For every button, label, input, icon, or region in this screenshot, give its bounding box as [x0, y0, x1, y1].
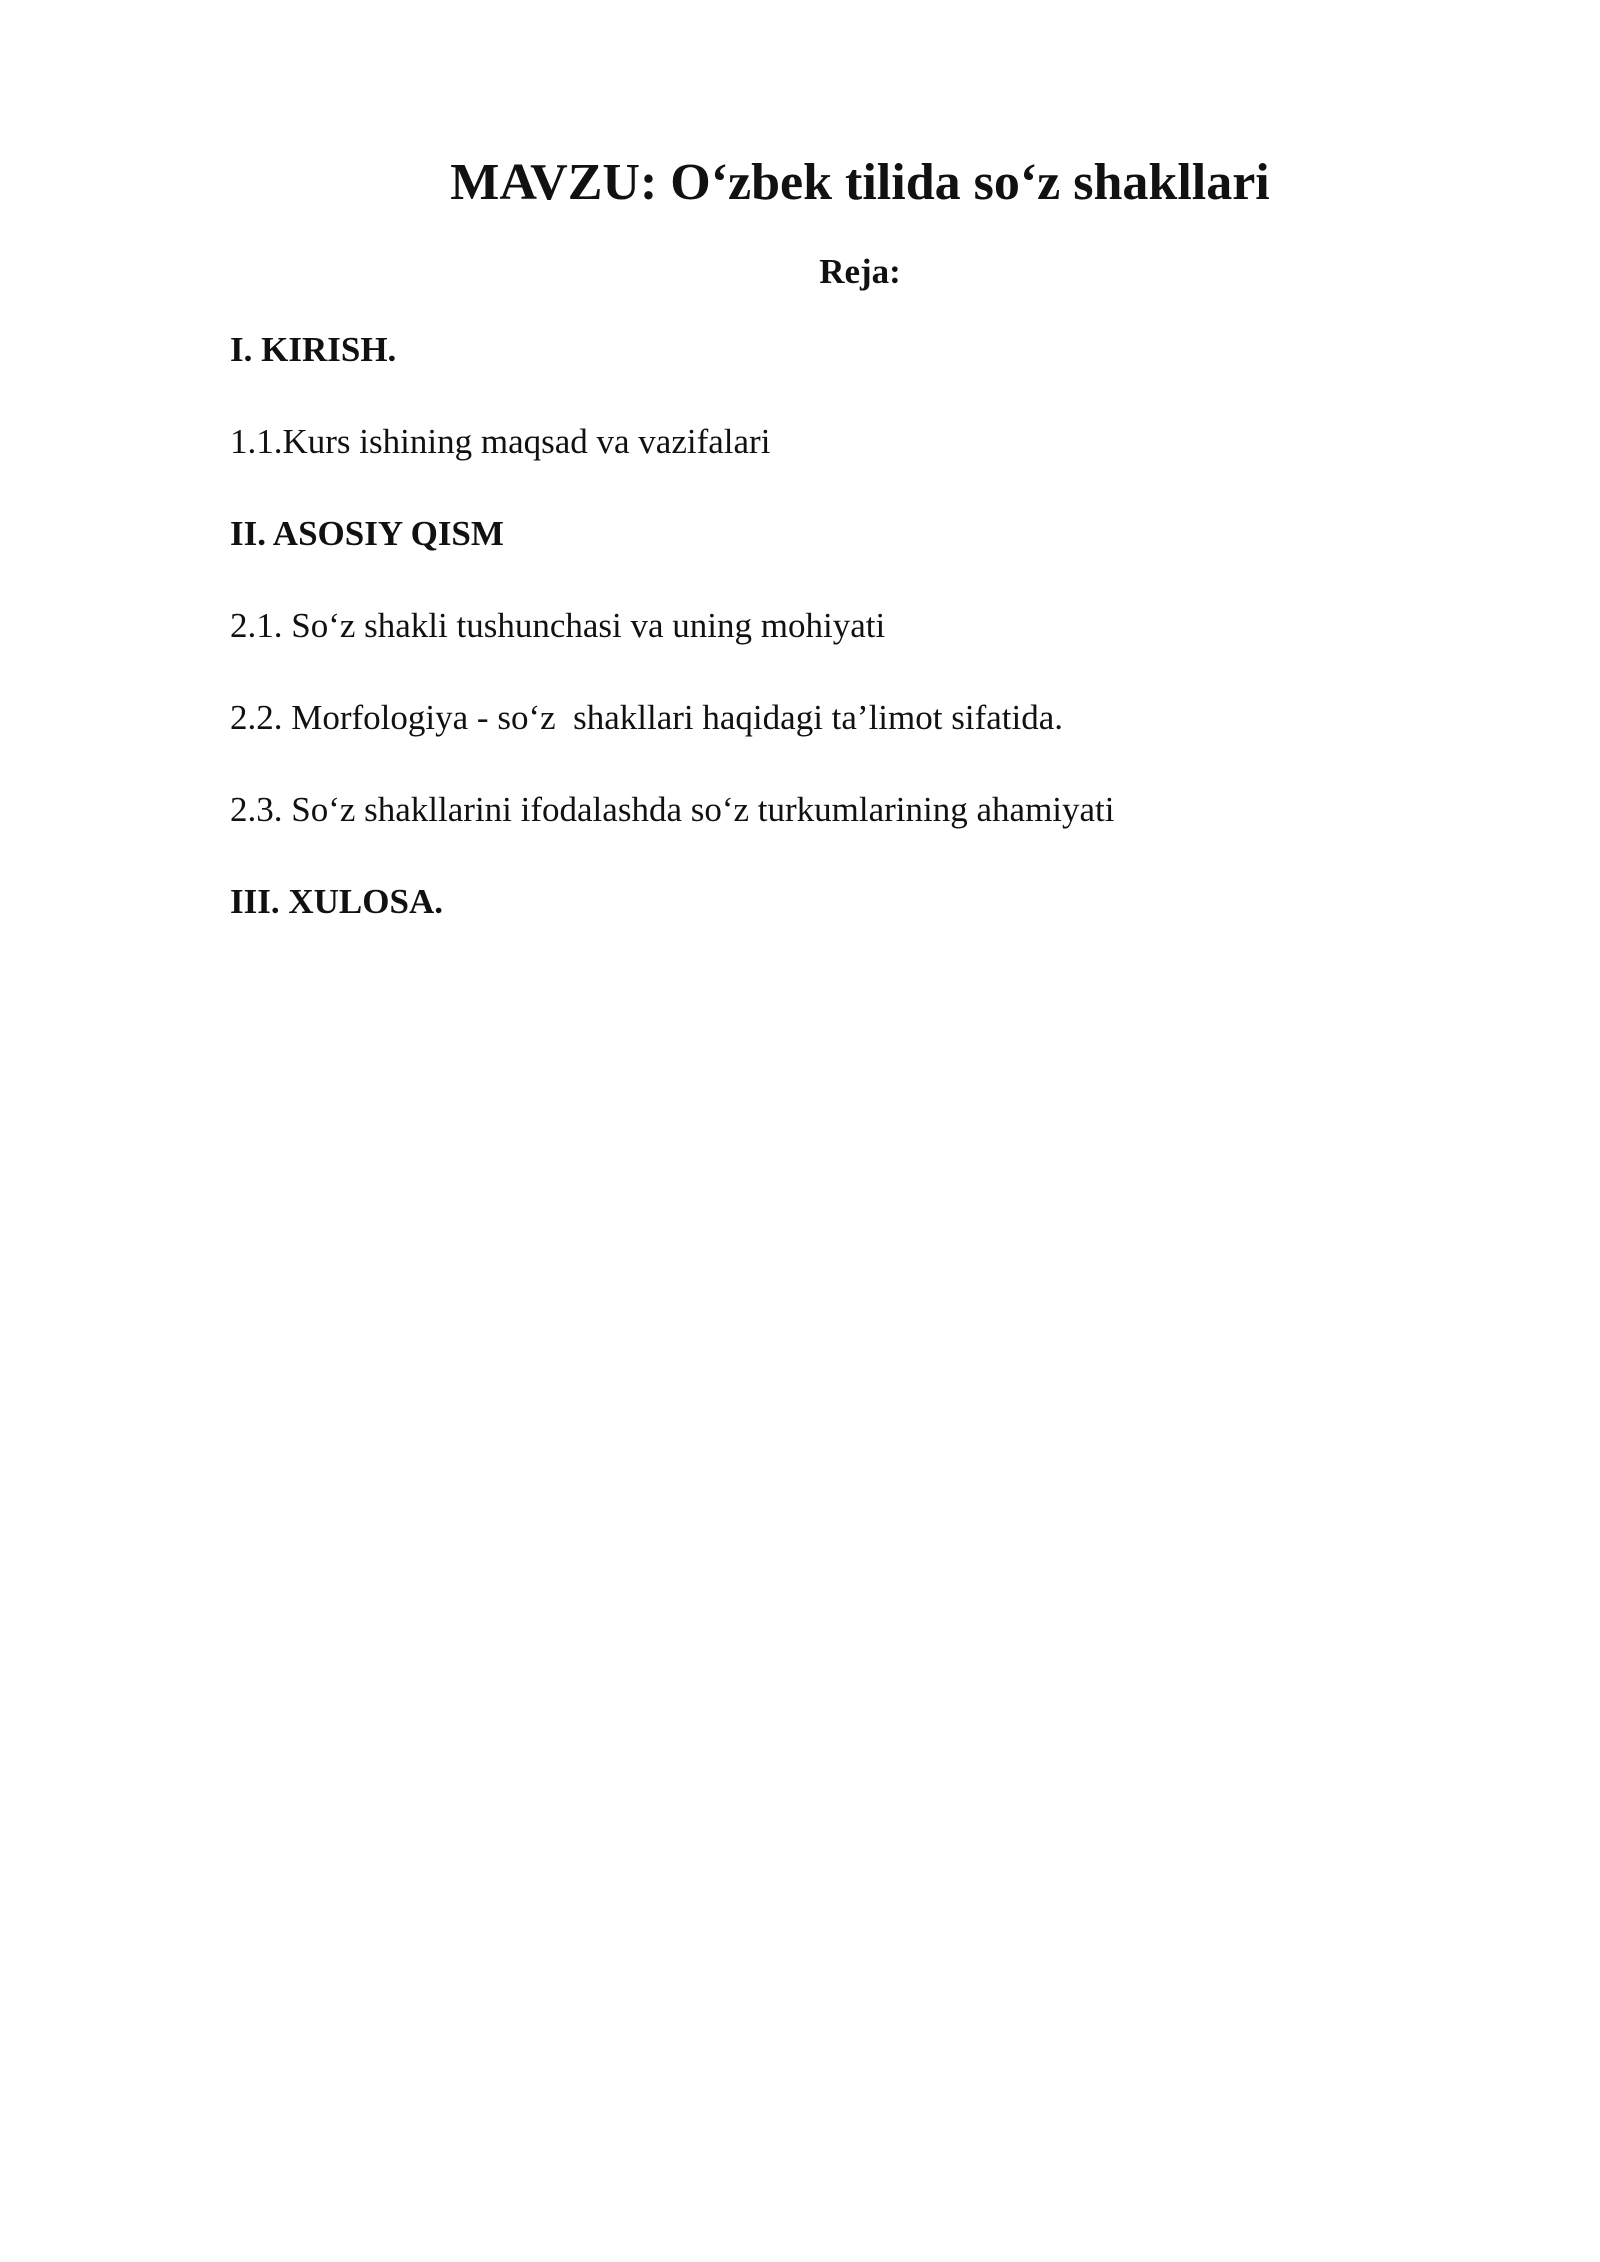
document-title: MAVZU: O‘zbek tilida so‘z shakllari: [450, 154, 1270, 211]
outline-section-introduction: I. KIRISH.: [230, 330, 397, 369]
plan-heading: Reja:: [819, 252, 901, 291]
outline-subsection-2-1: 2.1. So‘z shakli tushunchasi va uning mohiyati: [230, 606, 886, 645]
outline-subsection-2-3: 2.3. So‘z shakllarini ifodalashda so‘z turkumlarining ahamiyati: [230, 790, 1115, 829]
outline-section-main-part: II. ASOSIY QISM: [230, 514, 504, 553]
outline-subsection-2-2: 2.2. Morfologiya - so‘z shakllari haqidagi ta’limot sifatida.: [230, 698, 1063, 737]
outline-section-conclusion: III. XULOSA.: [230, 882, 443, 921]
outline-subsection-1-1: 1.1.Kurs ishining maqsad va vazifalari: [230, 422, 771, 461]
